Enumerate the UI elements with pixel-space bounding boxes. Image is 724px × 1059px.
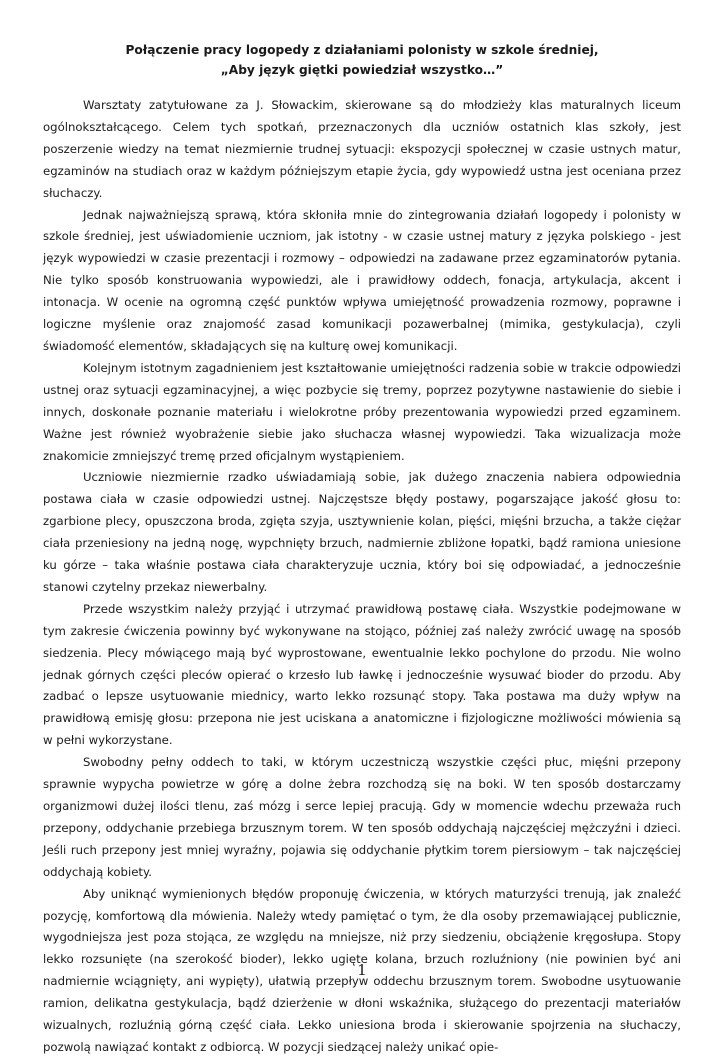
paragraph-1: Warsztaty zatytułowane za J. Słowackim, skierowane są do młodzieży klas maturalnych liceum ogólnokształcącego. Celem tych spotkań, przeznaczonych dla uczniów ostatnich klas szkoły, jest poszerzenie wiedzy na temat niezmiernie trudnej sytuacji: ekspozycji społecznej w czasie ustnych matur, egzaminów na studiach oraz w każdym późniejszym etapie życia, gdy wypowiedź ustna jest oceniana przez słuchaczy.	[43, 98, 681, 200]
document-body	[43, 95, 681, 1059]
title-line-2: „Aby język giętki powiedział wszystko…”	[220, 63, 504, 77]
paragraph-5: Przede wszystkim należy przyjąć i utrzymać prawidłową postawę ciała. Wszystkie podejmowane w tym zakresie ćwiczenia powinny być wykonywane na stojąco, później zaś należy zwrócić uwagę na sposób siedzenia. Plecy mówiącego mają być wyprostowane, ewentualnie lekko pochylone do przodu. Nie wolno jednak górnych części pleców opierać o krzesło lub ławkę i jednocześnie wysuwać bioder do przodu. Aby zadbać o lepsze usytuowanie miednicy, warto lekko rozsunąć stopy. Taka postawa ma duży wpływ na prawidłową emisję głosu: przepona nie jest uciskana a anatomiczne i fizjologiczne możliwości mówienia są w pełni wykorzystane.	[43, 601, 681, 748]
paragraph-7: Aby uniknąć wymienionych błędów proponuję ćwiczenia, w których maturzyści trenują, jak znaleźć pozycję, komfortową dla mówienia. Należy wtedy pamiętać o tym, że dla osoby przemawiającej publicznie, wygodniejsza jest poza stojąca, ze względu na mniejsze, niż przy siedzeniu, obciążenie kręgosłupa. Stopy lekko rozsunięte (na szerokość bioder), lekko ugięte kolana, brzuch rozluźniony (nie powinien być ani nadmiernie wciągnięty, ani wypięty), ułatwią przepływ oddechu brzusznym torem. Swobodne usytuowanie ramion, delikatna gestykulacja, bądź dzierżenie w dłoni wskaźnika, służącego do prezentacji materiałów wizualnych, rozluźnią górną część ciała. Lekko uniesiona broda i skierowanie spojrzenia na słuchaczy, pozwolą nawiązać kontakt z odbiorcą. W pozycji siedzącej należy unikać opie-	[43, 886, 681, 1054]
paragraph-6: Swobodny pełny oddech to taki, w którym uczestniczą wszystkie części płuc, mięśni przepony sprawnie wypycha powietrze w górę a dolne żebra rozchodzą się na boki. W ten sposób dostarczamy organizmowi dużej ilości tlenu, zaś mózg i serce lepiej pracują. Gdy w momencie wdechu przeważa ruch przepony, oddychanie przebiega brzusznym torem. W ten sposób oddychają najczęściej mężczyźni i dzieci. Jeśli ruch przepony jest mniej wyraźny, pojawia się oddychanie płytkim torem piersiowym – tak najczęściej oddychają kobiety.	[43, 755, 681, 879]
paragraph-4: Uczniowie niezmiernie rzadko uświadamiają sobie, jak dużego znaczenia nabiera odpowiednia postawa ciała w czasie odpowiedzi ustnej. Najczęstsze błędy postawy, pogarszające jakość głosu to: zgarbione plecy, opuszczona broda, zgięta szyja, usztywnienie kolan, pięści, mięśni brzucha, a także ciężar ciała przeniesiony na jedną nogę, wypchnięty brzuch, nadmiernie zbliżone łopatki, bądź ramiona uniesione ku górze – taka właśnie postawa ciała charakteryzuje ucznia, który boi się odpowiadać, a jednocześnie stanowi czytelny przekaz niewerbalny.	[43, 470, 681, 594]
paragraph-3: Kolejnym istotnym zagadnieniem jest kształtowanie umiejętności radzenia sobie w trakcie odpowiedzi ustnej oraz sytuacji egzaminacyjnej, a więc pozbycie się tremy, poprzez pozytywne nastawienie do siebie i innych, doskonałe poznanie materiału i wielokrotne próby prezentowania wypowiedzi przed egzaminem. Ważne jest również wyobrażenie siebie jako słuchacza własnej wypowiedzi. Taka wizualizacja może znakomicie zmniejszyć tremę przed oficjalnym wystąpieniem.	[43, 360, 681, 463]
page-number: 1	[357, 961, 367, 979]
paragraph-2: Jednak najważniejszą sprawą, która skłoniła mnie do zintegrowania działań logopedy i polonisty w szkole średniej, jest uświadomienie uczniom, jak istotny - w czasie ustnej matury z języka polskiego - jest język wypowiedzi w czasie prezentacji i rozmowy – odpowiedzi na zadawane przez egzaminatorów pytania. Nie tylko sposób konstruowania wypowiedzi, ale i prawidłowy oddech, fonacja, artykulacja, akcent i intonacja. W ocenie na ogromną część punktów wpływa umiejętność prowadzenia rozmowy, poprawne i logiczne myślenie oraz znajomość zasad komunikacji pozawerbalnej (mimika, gestykulacja), czyli świadomość elementów, składających się na kulturę owej komunikacji.	[43, 207, 681, 353]
document-title	[40, 40, 684, 80]
title-line-1: Połączenie pracy logopedy z działaniami polonisty w szkole średniej,	[125, 43, 599, 57]
